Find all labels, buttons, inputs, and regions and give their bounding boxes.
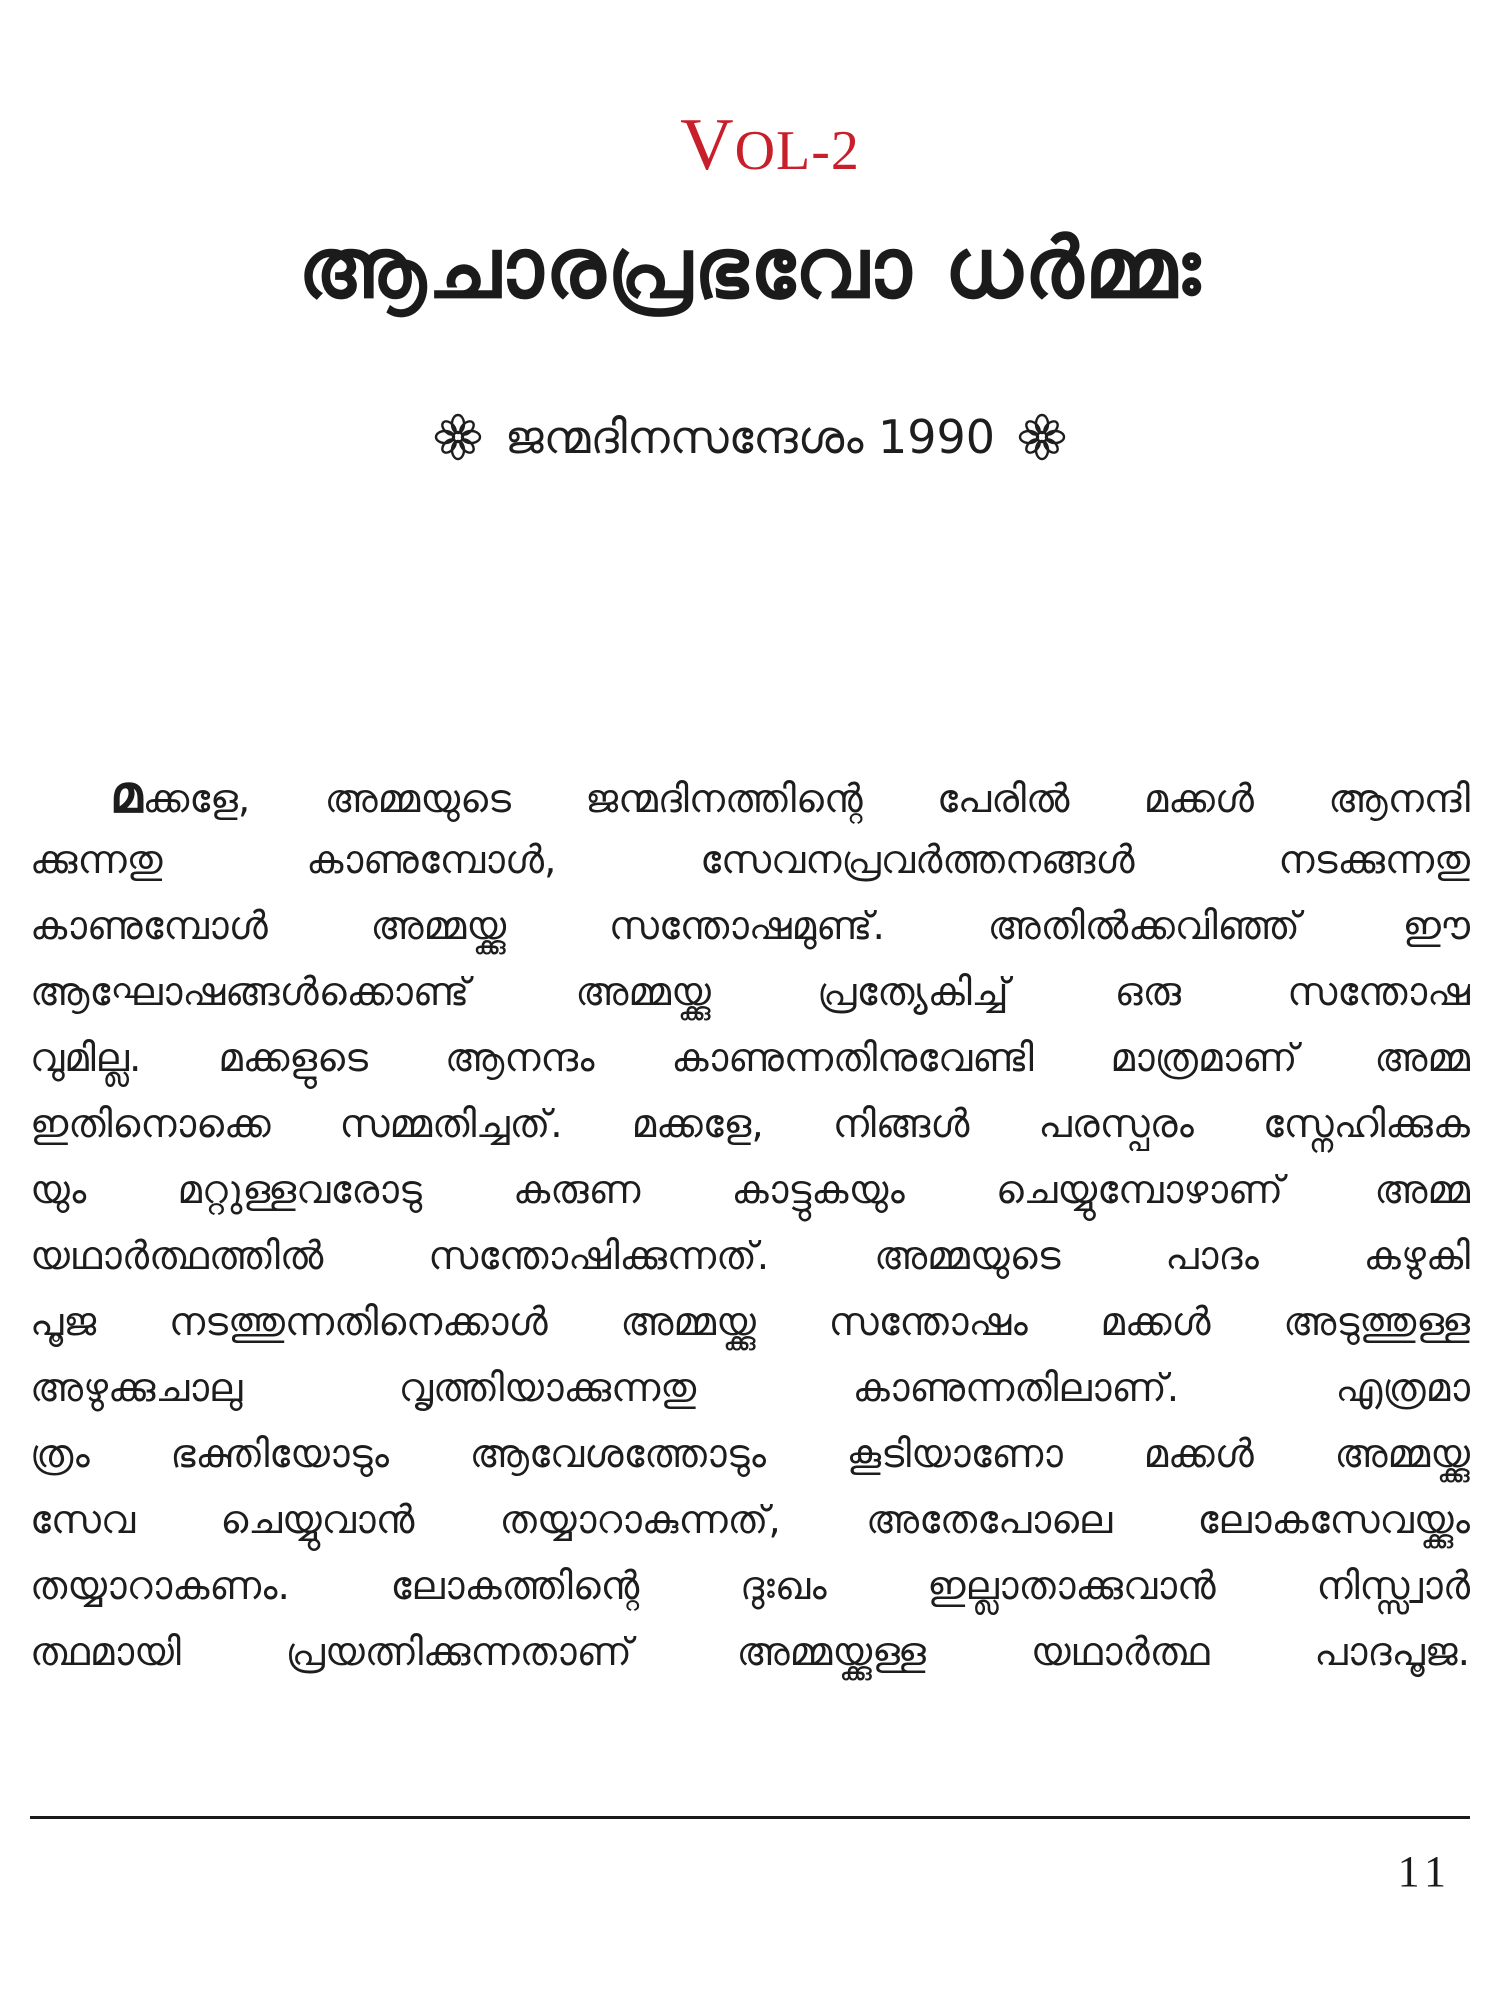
subtitle-text: ജന്മദിനസന്ദേശം 1990 (504, 410, 996, 464)
chapter-subtitle (0, 412, 1500, 462)
body-line (30, 762, 1470, 828)
chapter-title: ആചാരപ്രഭവോ ധർമ്മഃ (298, 219, 1202, 317)
body-line: തയ്യാറാകണം. ലോകത്തിന്റെ ദുഃഖം ഇല്ലാതാക്കുവാൻ നിസ്സ്വാർ (30, 1564, 1470, 1609)
body-line: സേവ ചെയ്യുവാൻ തയ്യാറാകുന്നത്, അതേപോലെ ലോകസേവയ്ക്കും (30, 1498, 1470, 1543)
volume-label (0, 104, 1500, 186)
flower-ornament-icon (1017, 412, 1067, 462)
body-line: വുമില്ല. മക്കളുടെ ആനന്ദം കാണുന്നതിനുവേണ്ടി മാത്രമാണ് അമ്മ (30, 1036, 1470, 1081)
paragraph-initial: മ (110, 765, 143, 825)
body-line: യും മറ്റുള്ളവരോടു കരുണ കാട്ടുകയും ചെയ്യുമ്പോഴാണ് അമ്മ (30, 1168, 1470, 1213)
body-line: ആഘോഷങ്ങൾക്കൊണ്ട് അമ്മയ്ക്കു പ്രത്യേകിച്ച് ഒരു സന്തോഷ (30, 970, 1470, 1015)
body-line: യഥാർത്ഥത്തിൽ സന്തോഷിക്കുന്നത്. അമ്മയുടെ പാദം കഴുകി (30, 1234, 1470, 1279)
body-line: അഴുക്കുചാലു വൃത്തിയാക്കുന്നതു കാണുന്നതിലാണ്. എത്രമാ (30, 1366, 1470, 1411)
body-line: ഇതിനൊക്കെ സമ്മതിച്ചത്. മക്കളേ, നിങ്ങൾ പരസ്പരം സ്നേഹിക്കുക (30, 1102, 1470, 1147)
body-line: പൂജ നടത്തുന്നതിനെക്കാൾ അമ്മയ്ക്കു സന്തോഷം മക്കൾ അടുത്തുള്ള (30, 1300, 1470, 1345)
footer-divider (30, 1816, 1470, 1819)
flower-ornament-icon (433, 412, 483, 462)
volume-initial: V (680, 104, 735, 186)
body-line: ത്ഥമായി പ്രയത്നിക്കുന്നതാണ് അമ്മയ്ക്കുള്ള യഥാർത്ഥ പാദപൂജ. (30, 1630, 1470, 1675)
body-line: ത്രം ഭക്തിയോടും ആവേശത്തോടും കൂടിയാണോ മക്കൾ അമ്മയ്ക്കു (30, 1432, 1470, 1477)
first-line-text: ക്കളേ, അമ്മയുടെ ജന്മദിനത്തിന്റെ പേരിൽ മക്കൾ ആനന്ദി (142, 777, 1470, 822)
volume-number: OL-2 (734, 120, 860, 182)
body-line: ക്കുന്നതു കാണുമ്പോൾ, സേവനപ്രവർത്തനങ്ങൾ നടക്കുന്നതു (30, 838, 1470, 883)
body-line: കാണുമ്പോൾ അമ്മയ്ക്കു സന്തോഷമുണ്ട്. അതിൽക്കവിഞ്ഞ് ഈ (30, 904, 1470, 949)
body-paragraph (30, 762, 1470, 1686)
page-number: 11 (1397, 1847, 1452, 1896)
